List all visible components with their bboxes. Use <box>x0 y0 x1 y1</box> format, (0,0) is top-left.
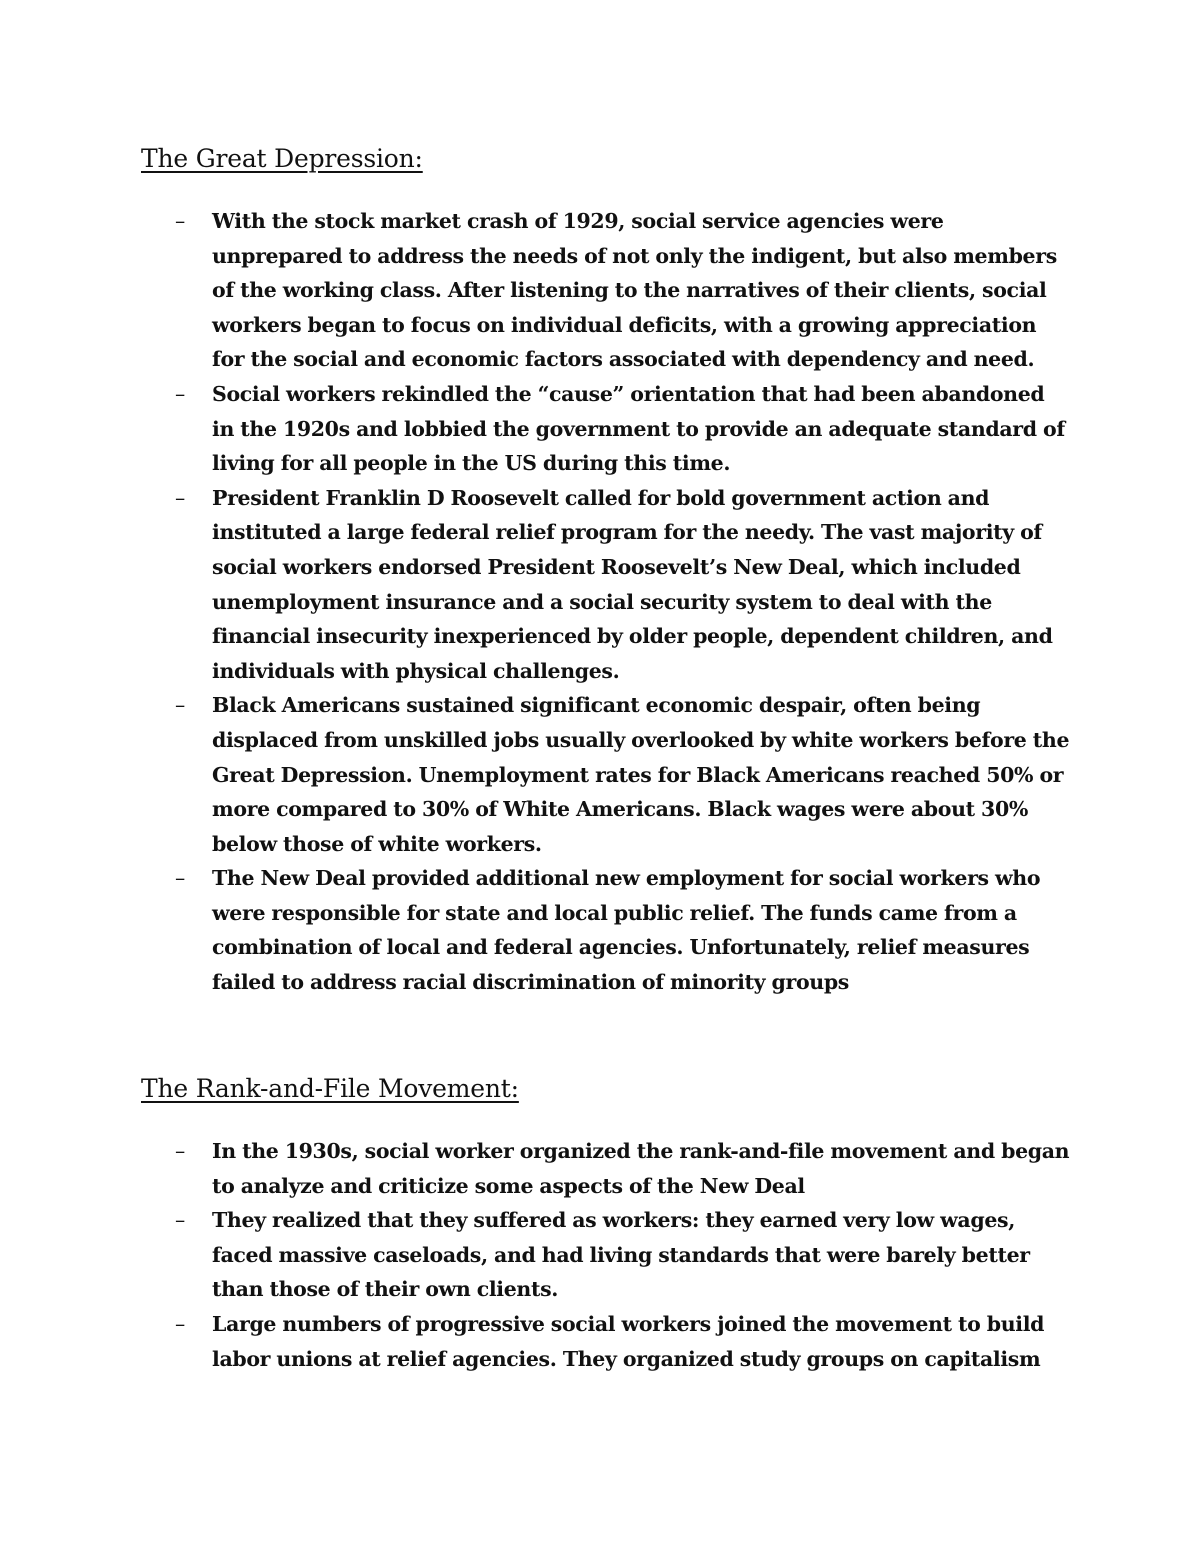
list-item-text: In the 1930s, social worker organized the rank-and-file movement and began to analyze and criticize some aspects of the New Deal <box>212 1139 1070 1198</box>
bullet-dash: – <box>175 209 185 233</box>
bullet-dash: – <box>175 1311 185 1336</box>
bullet-dash: – <box>175 866 185 891</box>
list-item <box>141 1203 1071 1307</box>
list-item-text: President Franklin D Roosevelt called for bold government action and instituted a large federal relief program for the needy. The vast majority of social workers endorsed President Roosevelt’s New Deal, which included unemployment insurance and a social security system to deal with the financial insecurity inexperienced by older people, dependent children, and individuals with physical challenges. <box>212 485 1053 683</box>
bullet-dash: – <box>175 693 185 718</box>
list-item-text: Social workers rekindled the “cause” orientation that had been abandoned in the 1920s and lobbied the government to provide an adequate standard of living for all people in the US during this time. <box>212 381 1065 476</box>
section-great-depression <box>141 142 1071 1000</box>
list-item-text: The New Deal provided additional new employment for social workers who were responsible for state and local public relief. The funds came from a combination of local and federal agencies. Unfortunately, relief measures failed to address racial discrimination of minority groups <box>212 866 1041 995</box>
list-item-text: They realized that they suffered as workers: they earned very low wages, faced massive caseloads, and had living standards that were barely better than those of their own clients. <box>212 1208 1030 1302</box>
bullet-dash: – <box>175 1208 185 1233</box>
bullet-dash: – <box>175 1139 185 1163</box>
list-item <box>141 377 1071 481</box>
bullet-list <box>141 204 1071 1000</box>
list-item <box>141 204 1071 377</box>
list-item <box>141 861 1071 999</box>
section-heading: The Rank-and-File Movement: <box>141 1074 519 1103</box>
list-item <box>141 1134 1071 1203</box>
list-item-text: Black Americans sustained significant economic despair, often being displaced from unskilled jobs usually overlooked by white workers before the Great Depression. Unemployment rates for Black Americans reached 50% or more compared to 30% of White Americans. Black wages were about 30% below those of white workers. <box>212 693 1070 856</box>
section-heading: The Great Depression: <box>141 144 423 173</box>
bullet-dash: – <box>175 381 185 406</box>
list-item <box>141 688 1071 861</box>
bullet-list <box>141 1134 1071 1376</box>
list-item-text: Large numbers of progressive social workers joined the movement to build labor unions at relief agencies. They organized study groups on capitalism <box>212 1311 1045 1371</box>
list-item-text: With the stock market crash of 1929, social service agencies were unprepared to address the needs of not only the indigent, but also members of the working class. After listening to the narratives of their clients, social workers began to focus on individual deficits, with a growing appreciation for the social and economic factors associated with dependency and need. <box>212 209 1057 372</box>
bullet-dash: – <box>175 485 185 510</box>
list-item <box>141 481 1071 689</box>
section-rank-and-file <box>141 1072 1071 1376</box>
list-item <box>141 1307 1071 1376</box>
